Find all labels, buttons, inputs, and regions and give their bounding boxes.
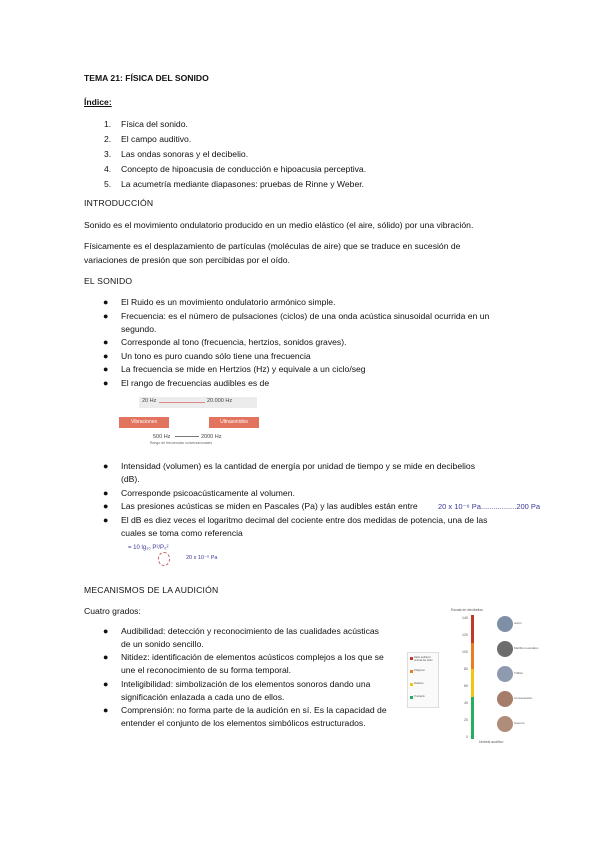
list-item: El Ruido es un movimiento ondulatorio armónico simple. [121, 297, 336, 307]
scale-tick: 20 [464, 718, 468, 722]
scale-tick: 100 [462, 650, 468, 654]
photo-caption: Tráfico [514, 671, 524, 675]
photo-caption: Avión [514, 621, 522, 625]
bullet-icon: ● [103, 378, 109, 388]
list-item: Corresponde al tono (frecuencia, hertzios, sonidos graves). [121, 337, 347, 347]
bullet-icon: ● [103, 488, 109, 498]
mecanismos-subheading: Cuatro grados: [84, 606, 141, 616]
scale-tick: 120 [462, 633, 468, 637]
list-item: El rango de frecuencias audibles es de [121, 378, 270, 388]
bullet-icon: ● [103, 501, 109, 511]
pressure-range-note: 20 x 10⁻⁶ Pa.................200 Pa [438, 502, 541, 511]
legend-label: Ruidoso [414, 682, 424, 685]
term: Comprensión [121, 705, 173, 715]
scale-orange-segment [471, 643, 474, 669]
index-item: Concepto de hipoacusia de conducción e hipoacusia perceptiva. [121, 164, 367, 174]
range-line [159, 402, 205, 403]
range-high-label: 20.000 Hz [207, 398, 233, 404]
legend-swatch-orange [410, 670, 413, 673]
intro-heading: INTRODUCCIÓN [84, 198, 154, 208]
list-item: une el reconocimiento de su forma temporal. [121, 665, 292, 675]
conversation-low-label: 500 Hz [153, 434, 171, 440]
conversation-photo [497, 691, 513, 707]
list-item: entender el conjunto de los elementos simbólicos estructurados. [121, 718, 366, 728]
formula-highlight-circle [158, 552, 170, 566]
decibel-formula: = 10 lg₁₀ P²/P₀² [128, 545, 169, 551]
scale-tick: 140 [462, 616, 468, 620]
intro-paragraph: variaciones de presión que son percibidas por el oído. [84, 255, 290, 265]
term: Nitidez [121, 652, 148, 662]
traffic-photo [497, 666, 513, 682]
scale-red-segment [471, 615, 474, 643]
bullet-icon: ● [103, 461, 109, 471]
conversation-high-label: 2000 Hz [201, 434, 222, 440]
legend-label: Tranquilo [414, 695, 425, 698]
list-item: cuales se toma como referencia [121, 528, 243, 538]
list-item: Frecuencia: es el número de pulsaciones (ciclos) de una onda acústica sinusoidal ocurrida en un [121, 311, 490, 321]
photo-caption: Susurro [514, 721, 525, 725]
decibel-scale-figure [445, 608, 539, 748]
bullet-icon: ● [103, 515, 109, 525]
range-low-label: 20 Hz [142, 398, 157, 404]
intro-paragraph: Sonido es el movimiento ondulatorio producido en un medio elástico (el aire, sólido) por una vibración. [84, 220, 474, 230]
bullet-icon: ● [103, 337, 109, 347]
index-number: 3. [104, 149, 112, 159]
vibraciones-arrow: Vibraciones [119, 417, 169, 428]
conversation-line [175, 436, 199, 437]
bullet-icon: ● [103, 705, 109, 715]
bullet-icon: ● [103, 652, 109, 662]
legend-swatch-green [410, 696, 413, 699]
sonido-heading: EL SONIDO [84, 276, 133, 286]
scale-legend [407, 652, 439, 708]
index-item: La acumetría mediante diapasones: pruebas de Rinne y Weber. [121, 179, 365, 189]
list-item: Corresponde psicoacústicamente al volumen. [121, 488, 295, 498]
list-item: Nitidez: identificación de elementos acústicos complejos a los que se [121, 652, 384, 662]
index-heading: Índice: [84, 97, 112, 107]
bullet-icon: ● [103, 311, 109, 321]
formula-reference: 20 x 10⁻⁶ Pa [186, 555, 218, 561]
legend-label: Daño auditivo/ umbral del dolor [414, 656, 433, 662]
list-item: Un tono es puro cuando sólo tiene una frecuencia [121, 351, 311, 361]
scale-tick: 60 [464, 684, 468, 688]
ultrasonidos-arrow: Ultrasonidos [209, 417, 259, 428]
airplane-photo [497, 616, 513, 632]
list-item: segundo. [121, 324, 157, 334]
index-number: 1. [104, 119, 112, 129]
list-item: Intensidad (volumen) es la cantidad de energía por unidad de tiempo y se mide en decibelios [121, 461, 475, 471]
index-item: Las ondas sonoras y el decibelio. [121, 149, 249, 159]
scale-yellow-segment [471, 669, 474, 697]
intro-paragraph: Físicamente es el desplazamiento de partículas (moléculas de aire) que se traduce en sucesión de [84, 241, 461, 251]
term: Audibilidad [121, 626, 164, 636]
list-item: Comprensión: no forma parte de la audición en sí. Es la capacidad de [121, 705, 387, 715]
conversation-caption: Rango de frecuencias conversacionales [150, 441, 213, 445]
scale-title: Escala en decibelios [451, 608, 483, 612]
index-number: 4. [104, 164, 112, 174]
frequency-range-diagram [117, 395, 262, 445]
list-item: Inteligibilidad: simbolización de los elementos sonoros dando una [121, 679, 371, 689]
list-item: El dB es diez veces el logaritmo decimal del cociente entre dos medidas de potencia, una de las [121, 515, 488, 525]
page-title: TEMA 21: FÍSICA DEL SONIDO [84, 73, 209, 83]
scale-green-segment [471, 697, 474, 739]
bullet-icon: ● [103, 626, 109, 636]
list-item: significación enlazada a cada uno de ellos. [121, 692, 285, 702]
list-item: (dB). [121, 474, 140, 484]
list-item: Audibilidad: detección y reconocimiento de las cualidades acústicas [121, 626, 379, 636]
threshold-label: Umbral auditivo [479, 740, 504, 744]
index-number: 5. [104, 179, 112, 189]
index-item: Física del sonido. [121, 119, 188, 129]
list-item: Las presiones acústicas se miden en Pascales (Pa) y las audibles están entre [121, 501, 418, 511]
photo-caption: Conversación [514, 696, 533, 700]
index-number: 2. [104, 134, 112, 144]
legend-swatch-yellow [410, 683, 413, 686]
legend-swatch-red [410, 657, 413, 660]
scale-tick: 80 [464, 667, 468, 671]
legend-label: Peligroso [414, 669, 425, 672]
list-item: La frecuencia se mide en Hertzios (Hz) y equivale a un ciclo/seg [121, 364, 366, 374]
index-item: El campo auditivo. [121, 134, 192, 144]
bullet-icon: ● [103, 364, 109, 374]
bullet-icon: ● [103, 297, 109, 307]
bullet-icon: ● [103, 679, 109, 689]
photo-caption: Martillo neumático [514, 646, 539, 650]
whisper-photo [497, 716, 513, 732]
jackhammer-photo [497, 641, 513, 657]
scale-tick: 40 [464, 701, 468, 705]
scale-tick: 0 [466, 735, 468, 739]
bullet-icon: ● [103, 351, 109, 361]
mecanismos-heading: MECANISMOS DE LA AUDICIÓN [84, 585, 219, 595]
term: Inteligibilidad [121, 679, 171, 689]
list-item: de un sonido sencillo. [121, 639, 204, 649]
